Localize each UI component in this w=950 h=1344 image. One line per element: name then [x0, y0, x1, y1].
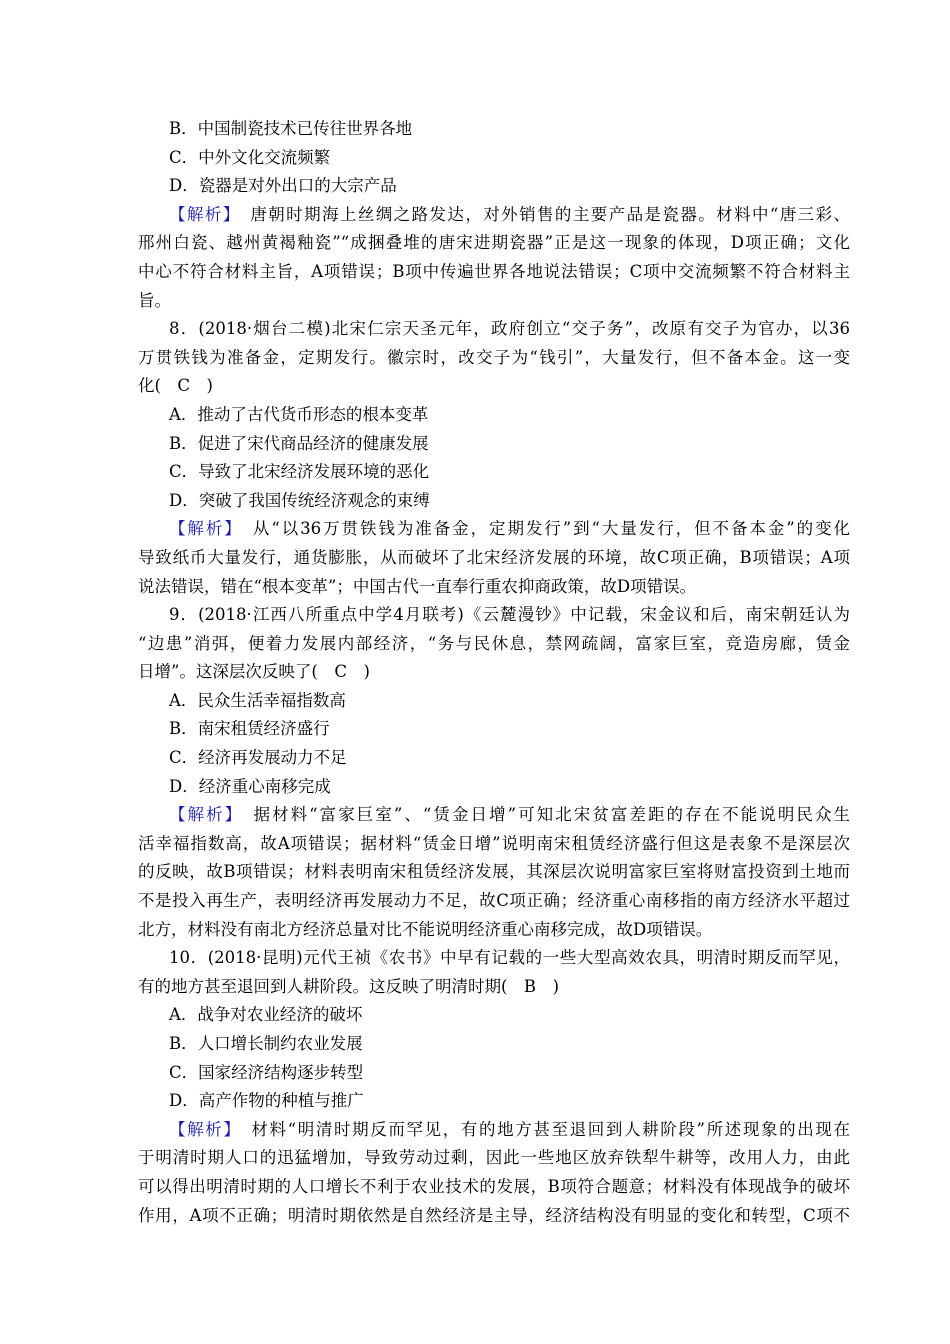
- analysis-label: 【解析】: [169, 805, 235, 825]
- analysis-label: 【解析】: [169, 519, 235, 539]
- text-line: “边患”消弭，便着力发展内部经济，“务与民休息，禁网疏阔，富家巨室，竞造房廊，赁金: [138, 633, 850, 653]
- text-line: 作用，A项不正确；明清时期依然是自然经济是主导，经济结构没有明显的变化和转型，C项不: [138, 1205, 850, 1225]
- analysis-paragraph: [138, 801, 850, 830]
- answer-option: C．经济再发展动力不足: [169, 748, 347, 768]
- answer-option: B．促进了宋代商品经济的健康发展: [169, 433, 429, 453]
- question-stem: 9．(2018·江西八所重点中学4月联考)《云麓漫钞》中记载，宋金议和后，南宋朝廷认为: [169, 605, 850, 625]
- analysis-text: 据材料“富家巨室”、“赁金日增”可知北宋贫富差距的存在不能说明民众生: [234, 805, 850, 825]
- analysis-text: 从“以36万贯铁钱为准备金，定期发行”到“大量发行，但不备本金”的变化: [234, 519, 850, 539]
- answer-option: D．瓷器是对外出口的大宗产品: [169, 176, 397, 196]
- text-line: 不是投入再生产，表明经济再发展动力不足，故C项正确；经济重心南移指的南方经济水平超过: [138, 891, 850, 911]
- text-line: 有的地方甚至退回到人耕阶段。这反映了明清时期( B ): [138, 976, 559, 996]
- text-line: 中心不符合材料主旨，A项错误；B项中传遍世界各地说法错误；C项中交流频繁不符合材料主: [138, 261, 850, 281]
- text-line: 万贯铁钱为准备金，定期发行。徽宗时，改交子为“钱引”，大量发行，但不备本金。这一变: [138, 347, 850, 367]
- text-line: 活幸福指数高，故A项错误；据材料“赁金日增”说明南宋租赁经济盛行但这是表象不是深层次: [138, 833, 850, 853]
- analysis-text: 材料“明清时期反而罕见，有的地方甚至退回到人耕阶段”所述现象的出现在: [233, 1119, 850, 1139]
- answer-option: B．南宋租赁经济盛行: [169, 719, 330, 739]
- answer-option: B．中国制瓷技术已传往世界各地: [169, 119, 413, 138]
- text-line: 日增”。这深层次反映了( C ): [138, 662, 370, 682]
- answer-option: A．推动了古代货币形态的根本变革: [169, 404, 429, 424]
- analysis-paragraph: [138, 201, 850, 230]
- answer-option: C．中外文化交流频繁: [169, 147, 331, 167]
- text-line: 邢州白瓷、越州黄褐釉瓷”“成捆叠堆的唐宋进期瓷器”正是这一现象的体现，D项正确；文化: [138, 233, 850, 253]
- document-body: [138, 115, 850, 1230]
- answer-option: A．战争对农业经济的破坏: [169, 1005, 363, 1025]
- answer-option: D．高产作物的种植与推广: [169, 1091, 364, 1111]
- answer-option: A．民众生活幸福指数高: [169, 690, 346, 710]
- text-line: 的反映，故B项错误；材料表明南宋租赁经济发展，其深层次说明富家巨室将财富投资到土地而: [138, 862, 850, 882]
- analysis-label: 【解析】: [169, 1119, 234, 1139]
- analysis-label: 【解析】: [169, 204, 233, 224]
- text-line: 于明清时期人口的迅猛增加，导致劳动过剩，因此一些地区放弃铁犁牛耕等，改用人力，由此: [138, 1148, 850, 1168]
- text-line: 化( C ): [138, 376, 213, 396]
- question-stem: 10．(2018·昆明)元代王祯《农书》中早有记载的一些大型高效农具，明清时期反而罕见，: [169, 948, 850, 968]
- text-line: 说法错误，错在“根本变革”；中国古代一直奉行重农抑商政策，故D项错误。: [138, 576, 697, 596]
- text-line: 旨。: [138, 290, 171, 310]
- question-stem: 8．(2018·烟台二模)北宋仁宗天圣元年，政府创立“交子务”，改原有交子为官办，以36: [169, 319, 850, 339]
- answer-option: B．人口增长制约农业发展: [169, 1034, 363, 1053]
- analysis-text: 唐朝时期海上丝绸之路发达，对外销售的主要产品是瓷器。材料中“唐三彩、: [232, 204, 850, 224]
- answer-option: D．突破了我国传统经济观念的束缚: [169, 490, 430, 510]
- answer-option: D．经济重心南移完成: [169, 776, 331, 796]
- answer-option: C．国家经济结构逐步转型: [169, 1062, 364, 1082]
- answer-option: C．导致了北宋经济发展环境的恶化: [169, 462, 430, 482]
- text-line: 北方，材料没有南北方经济总量对比不能说明经济重心南移完成，故D项错误。: [138, 919, 713, 939]
- text-line: 导致纸币大量发行，通货膨胀，从而破坏了北宋经济发展的环境，故C项正确，B项错误；A项: [138, 547, 850, 567]
- analysis-paragraph: [138, 1116, 850, 1145]
- analysis-paragraph: [138, 515, 850, 544]
- text-line: 可以得出明清时期的人口增长不利于农业技术的发展，B项符合题意；材料没有体现战争的破坏: [138, 1176, 850, 1196]
